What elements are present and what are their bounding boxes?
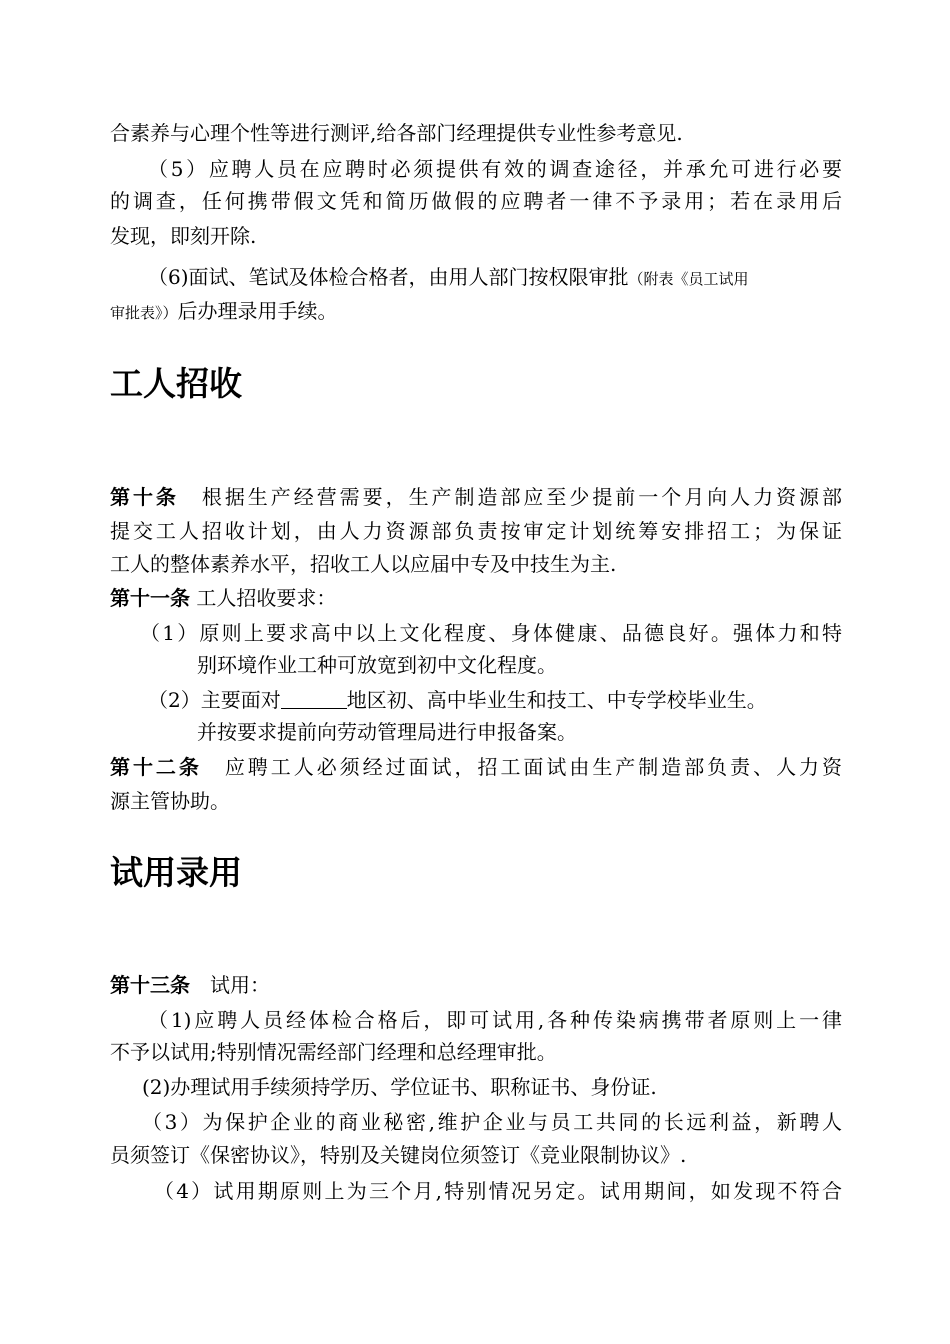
article-10-label: 第十条: [110, 485, 179, 509]
article-10-line-1: [110, 482, 842, 512]
article-11-text: 工人招收要求：: [196, 586, 337, 610]
article-13-item-3-line-2: 员须签订《保密协议》，特别及关键岗位须签订《竞业限制协议》.: [110, 1143, 687, 1167]
blank-fill-line: [281, 688, 347, 709]
article-11-line: [110, 583, 842, 613]
article-11-label: 第十一条: [110, 586, 190, 610]
article-12-line-1: [110, 752, 842, 782]
article-10-line-3: 工人的整体素养水平，招收工人以应届中专及中技生为主.: [110, 552, 617, 576]
item-5-line-2: 的调查，任何携带假文凭和简历做假的应聘者一律不予录用；若在录用后: [110, 189, 842, 213]
article-10-line-2: 提交工人招收计划，由人力资源部负责按审定计划统筹安排招工；为保证: [110, 519, 842, 543]
section-heading-probation-hiring: 试用录用: [110, 853, 242, 892]
article-13-item-4-line-1: （4）试用期原则上为三个月,特别情况另定。试用期间，如发现不符合: [154, 1179, 842, 1203]
paragraph-line: 合素养与心理个性等进行测评,给各部门经理提供专业性参考意见.: [110, 121, 683, 145]
item-6-line-2: [110, 296, 842, 328]
item-6-main-text: （6)面试、笔试及体检合格者，由用人部门按权限审批: [148, 265, 629, 289]
article-10-text: 根据生产经营需要，生产制造部应至少提前一个月向人力资源部: [201, 485, 842, 509]
article-11-item-2-text-a: （2）主要面对: [148, 688, 281, 712]
item-5-line-1: （5）应聘人员在应聘时必须提供有效的调查途径，并承允可进行必要: [148, 157, 842, 181]
article-11-item-1-line-2: 别环境作业工种可放宽到初中文化程度。: [197, 653, 557, 677]
item-6-tail: 后办理录用手续。: [177, 299, 338, 323]
item-5-line-3: 发现，即刻开除.: [110, 224, 257, 248]
article-13-item-2: (2)办理试用手续须持学历、学位证书、职称证书、身份证.: [142, 1075, 657, 1099]
article-11-item-2-text-b: 地区初、高中毕业生和技工、中专学校毕业生。: [346, 688, 767, 712]
article-13-item-1-line-2: 不予以试用;特别情况需经部门经理和总经理审批。: [110, 1040, 557, 1064]
item-6-appendix-ref-end: 审批表》）: [110, 304, 178, 322]
article-13-text: 试用：: [210, 973, 270, 997]
article-11-item-1-line-1: （1）原则上要求高中以上文化程度、身体健康、品德良好。强体力和特: [140, 621, 842, 645]
article-11-item-2-line-1: [148, 685, 842, 715]
article-11-item-2-line-2: 并按要求提前向劳动管理局进行申报备案。: [197, 720, 577, 744]
article-13-item-3-line-1: （3）为保护企业的商业秘密,维护企业与员工共同的长远利益，新聘人: [142, 1110, 842, 1134]
article-12-text: 应聘工人必须经过面试，招工面试由生产制造部负责、人力资: [224, 755, 842, 779]
section-heading-worker-recruitment: 工人招收: [110, 364, 242, 403]
item-6-appendix-ref: （附表《员工试用: [628, 270, 749, 288]
article-12-label: 第十二条: [110, 755, 202, 779]
article-13-item-1-line-1: （1)应聘人员经体检合格后，即可试用,各种传染病携带者原则上一律: [148, 1008, 842, 1032]
article-12-line-2: 源主管协助。: [110, 789, 230, 813]
item-6-line-1: [148, 262, 842, 294]
article-13-line: [110, 970, 842, 1000]
article-13-label: 第十三条: [110, 973, 190, 997]
